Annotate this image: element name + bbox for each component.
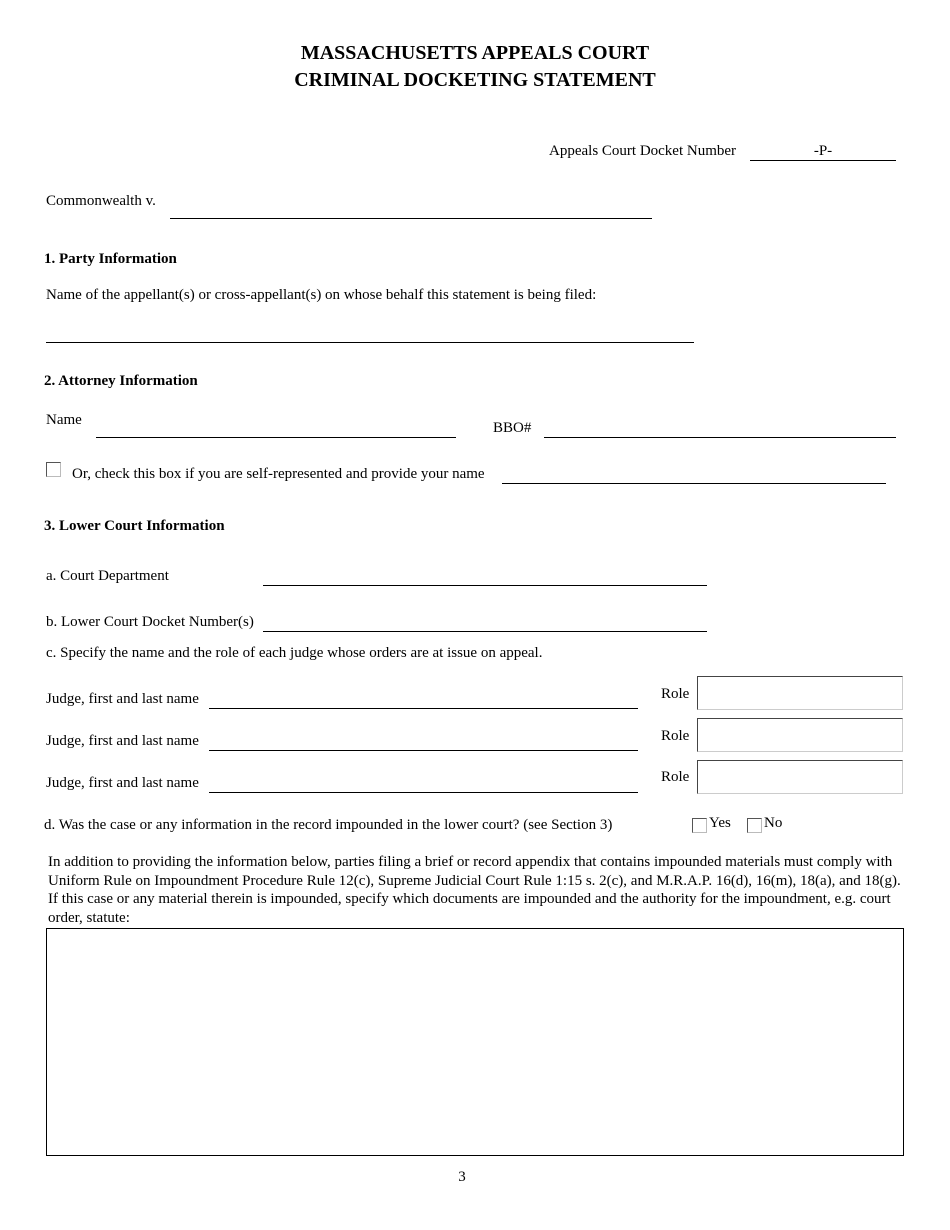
judge-name-field[interactable] [209,708,638,709]
impound-no-label: No [764,815,783,831]
bbo-label: BBO# [493,420,532,436]
page-number: 3 [458,1169,466,1185]
form-title-line1: MASSACHUSETTS APPEALS COURT [300,42,650,64]
judge-role-field[interactable] [697,718,903,752]
attorney-name-label: Name [46,412,82,428]
judge-role-label: Role [661,728,690,744]
judge-name-label: Judge, first and last name [46,733,199,749]
judge-name-field[interactable] [209,792,638,793]
impound-question: d. Was the case or any information in the record impounded in the lower court? (see Section 3) [44,817,613,833]
judge-name-field[interactable] [209,750,638,751]
impound-instructions: In addition to providing the information below, parties filing a brief or record appendix that contains impounded materials must comply with Uniform Rule on Impoundment Procedure Rule 12(c), Supreme Judicial Court Rule 1:15 s. 2(c), and M.R.A.P. 16(d), 16(m), 18(a), and 18(g). If this case or any material therein is impounded, specify which documents are impounded and the authority for the impoundment, e.g. court order, statute: [48,854,901,926]
self-represented-name-field[interactable] [502,483,886,484]
lower-docket-label: b. Lower Court Docket Number(s) [46,614,254,630]
judge-name-label: Judge, first and last name [46,691,199,707]
judge-role-label: Role [661,769,690,785]
court-department-label: a. Court Department [46,568,169,584]
impound-details-textarea[interactable] [46,928,904,1156]
self-represented-checkbox[interactable] [46,462,61,477]
impound-no-checkbox[interactable] [747,818,762,833]
commonwealth-label: Commonwealth v. [46,193,156,209]
docket-number-field[interactable] [750,160,896,161]
appellant-prompt: Name of the appellant(s) or cross-appellant(s) on whose behalf this statement is being filed: [46,287,597,303]
docket-number-value: -P- [813,143,833,159]
impound-yes-checkbox[interactable] [692,818,707,833]
lower-docket-field[interactable] [263,631,707,632]
bbo-number-field[interactable] [544,437,896,438]
docket-number-label: Appeals Court Docket Number [549,143,737,159]
section-1-heading: 1. Party Information [44,251,177,267]
section-3-heading: 3. Lower Court Information [44,518,225,534]
impound-yes-label: Yes [709,815,731,831]
section-2-heading: 2. Attorney Information [44,373,198,389]
judges-prompt: c. Specify the name and the role of each judge whose orders are at issue on appeal. [46,645,543,661]
judge-role-field[interactable] [697,676,903,710]
self-represented-label: Or, check this box if you are self-represented and provide your name [72,466,485,482]
judge-role-field[interactable] [697,760,903,794]
judge-name-label: Judge, first and last name [46,775,199,791]
court-department-field[interactable] [263,585,707,586]
judge-role-label: Role [661,686,690,702]
form-title-line2: CRIMINAL DOCKETING STATEMENT [294,69,656,91]
defendant-name-field[interactable] [170,218,652,219]
appellant-name-field[interactable] [46,342,694,343]
attorney-name-field[interactable] [96,437,456,438]
